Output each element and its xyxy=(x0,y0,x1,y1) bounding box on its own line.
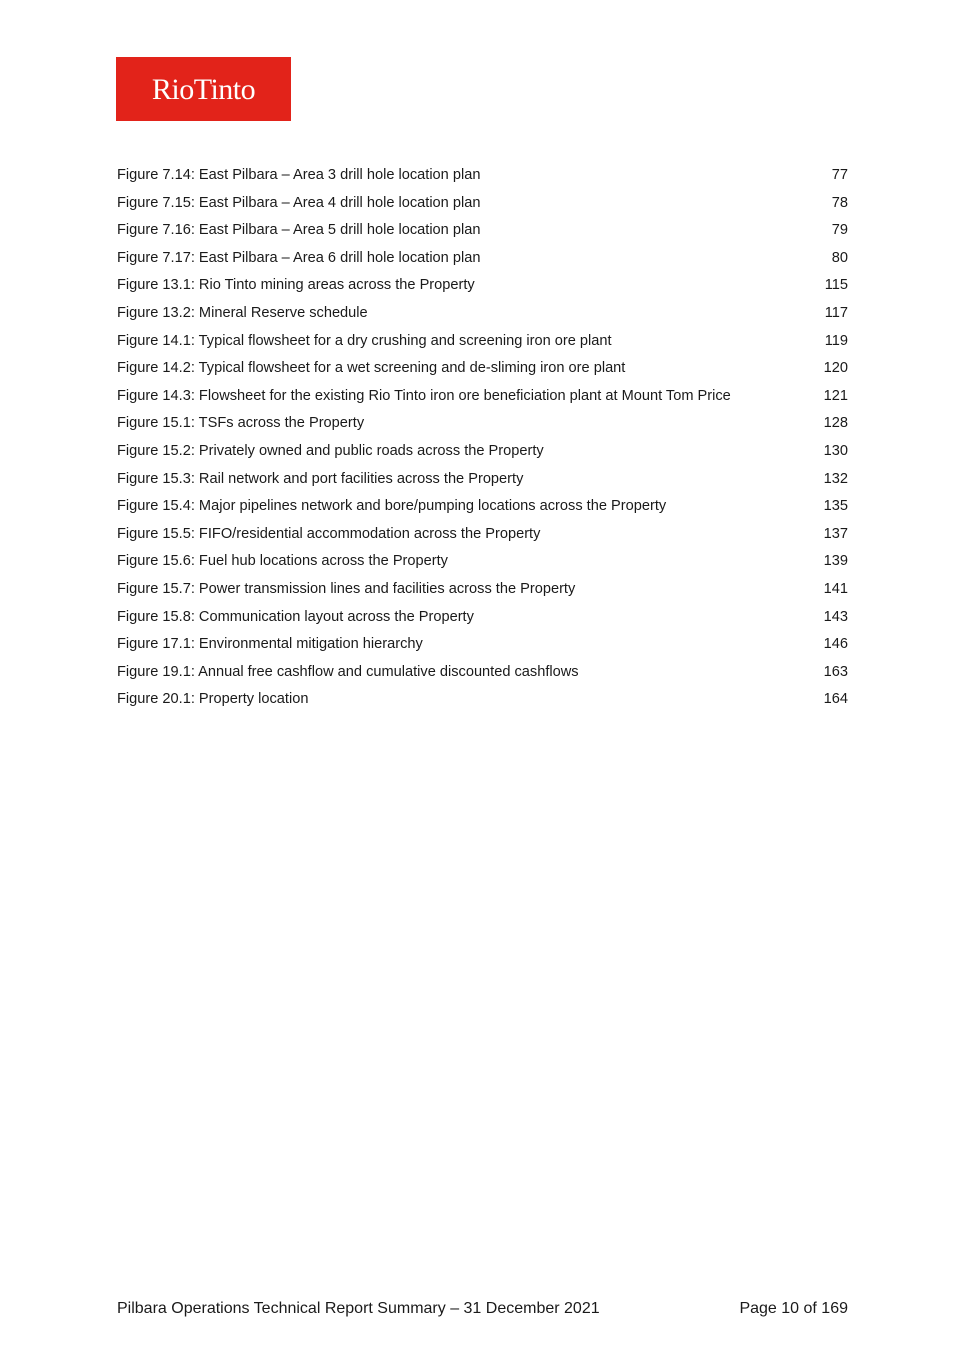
toc-entry[interactable] xyxy=(117,548,848,576)
toc-entry[interactable] xyxy=(117,162,848,190)
toc-entry-page: 137 xyxy=(823,525,848,542)
toc-entry[interactable] xyxy=(117,300,848,328)
toc-entry-title: Figure 7.15: East Pilbara – Area 4 drill hole location plan xyxy=(117,194,481,211)
toc-entry-page: 79 xyxy=(831,222,848,239)
toc-entry-page: 121 xyxy=(823,387,848,404)
toc-entry-page: 146 xyxy=(823,636,848,653)
toc-entry-page: 139 xyxy=(823,553,848,570)
rio-tinto-logo xyxy=(116,57,291,121)
toc-entry-page: 77 xyxy=(831,167,848,183)
toc-entry-title: Figure 20.1: Property location xyxy=(117,691,309,708)
dot-leader xyxy=(582,672,822,673)
dot-leader xyxy=(628,368,821,369)
footer-report-title: Pilbara Operations Technical Report Summary – 31 December 2021 xyxy=(117,1300,600,1317)
dot-leader xyxy=(483,258,829,259)
dot-leader xyxy=(478,286,823,287)
toc-entry-title: Figure 7.14: East Pilbara – Area 3 drill hole location plan xyxy=(117,167,481,183)
toc-entry-title: Figure 13.1: Rio Tinto mining areas across the Property xyxy=(117,277,475,294)
dot-leader xyxy=(371,313,823,314)
dot-leader xyxy=(483,175,829,176)
toc-entry-title: Figure 19.1: Annual free cashflow and cumulative discounted cashflows xyxy=(117,663,579,680)
toc-entry-page: 119 xyxy=(824,332,848,349)
toc-entry[interactable] xyxy=(117,493,848,521)
dot-leader xyxy=(483,203,829,204)
toc-entry[interactable] xyxy=(117,217,848,245)
dot-leader xyxy=(311,700,821,701)
toc-entry[interactable] xyxy=(117,438,848,466)
toc-entry-page: 80 xyxy=(831,249,848,266)
toc-entry[interactable] xyxy=(117,245,848,273)
toc-entry[interactable] xyxy=(117,272,848,300)
toc-entry-title: Figure 15.6: Fuel hub locations across the Property xyxy=(117,553,448,570)
toc-entry-page: 128 xyxy=(823,415,848,432)
toc-entry-page: 143 xyxy=(823,608,848,625)
toc-entry[interactable] xyxy=(117,604,848,632)
toc-entry-title: Figure 15.3: Rail network and port facilities across the Property xyxy=(117,470,524,487)
toc-entry-title: Figure 13.2: Mineral Reserve schedule xyxy=(117,304,368,321)
dot-leader xyxy=(483,230,829,231)
list-of-figures xyxy=(117,162,848,714)
toc-entry-title: Figure 14.2: Typical flowsheet for a wet screening and de-sliming iron ore plant xyxy=(117,360,626,377)
dot-leader xyxy=(669,506,821,507)
toc-entry[interactable] xyxy=(117,355,848,383)
dot-leader xyxy=(451,562,822,563)
toc-entry-page: 132 xyxy=(823,470,848,487)
toc-entry-page: 117 xyxy=(824,304,848,321)
dot-leader xyxy=(734,396,822,397)
toc-entry-title: Figure 15.7: Power transmission lines and facilities across the Property xyxy=(117,580,576,597)
toc-entry-title: Figure 14.3: Flowsheet for the existing Rio Tinto iron ore beneficiation plant at Mount Tom Price xyxy=(117,387,731,404)
toc-entry-page: 130 xyxy=(823,442,848,459)
toc-entry-title: Figure 15.4: Major pipelines network and bore/pumping locations across the Property xyxy=(117,498,667,515)
toc-entry[interactable] xyxy=(117,410,848,438)
toc-entry[interactable] xyxy=(117,576,848,604)
toc-entry[interactable] xyxy=(117,659,848,687)
toc-entry[interactable] xyxy=(117,190,848,218)
dot-leader xyxy=(426,644,822,645)
toc-entry-page: 120 xyxy=(823,360,848,377)
dot-leader xyxy=(367,424,822,425)
toc-entry-title: Figure 7.17: East Pilbara – Area 6 drill hole location plan xyxy=(117,249,481,266)
toc-entry-page: 164 xyxy=(823,691,848,708)
dot-leader xyxy=(477,617,822,618)
dot-leader xyxy=(578,589,821,590)
toc-entry-page: 135 xyxy=(823,498,848,515)
dot-leader xyxy=(526,479,821,480)
toc-entry[interactable] xyxy=(117,631,848,659)
dot-leader xyxy=(547,451,822,452)
toc-entry[interactable] xyxy=(117,328,848,356)
dot-leader xyxy=(543,534,821,535)
toc-entry-page: 141 xyxy=(823,580,848,597)
toc-entry-title: Figure 15.1: TSFs across the Property xyxy=(117,415,365,432)
toc-entry-title: Figure 15.8: Communication layout across the Property xyxy=(117,608,474,625)
toc-entry-title: Figure 17.1: Environmental mitigation hierarchy xyxy=(117,636,423,653)
page-footer xyxy=(117,1299,848,1319)
toc-entry[interactable] xyxy=(117,686,848,714)
toc-entry-title: Figure 14.1: Typical flowsheet for a dry crushing and screening iron ore plant xyxy=(117,332,612,349)
toc-entry-title: Figure 15.2: Privately owned and public roads across the Property xyxy=(117,442,544,459)
logo-text: RioTinto xyxy=(151,73,256,106)
footer-page-number: Page 10 of 169 xyxy=(739,1300,848,1317)
toc-entry-title: Figure 7.16: East Pilbara – Area 5 drill hole location plan xyxy=(117,222,481,239)
toc-entry-page: 78 xyxy=(831,194,848,211)
toc-entry-page: 115 xyxy=(824,277,848,294)
toc-entry-title: Figure 15.5: FIFO/residential accommodation across the Property xyxy=(117,525,541,542)
dot-leader xyxy=(615,341,823,342)
toc-entry[interactable] xyxy=(117,466,848,494)
toc-entry[interactable] xyxy=(117,383,848,411)
toc-entry[interactable] xyxy=(117,521,848,549)
toc-entry-page: 163 xyxy=(823,663,848,680)
